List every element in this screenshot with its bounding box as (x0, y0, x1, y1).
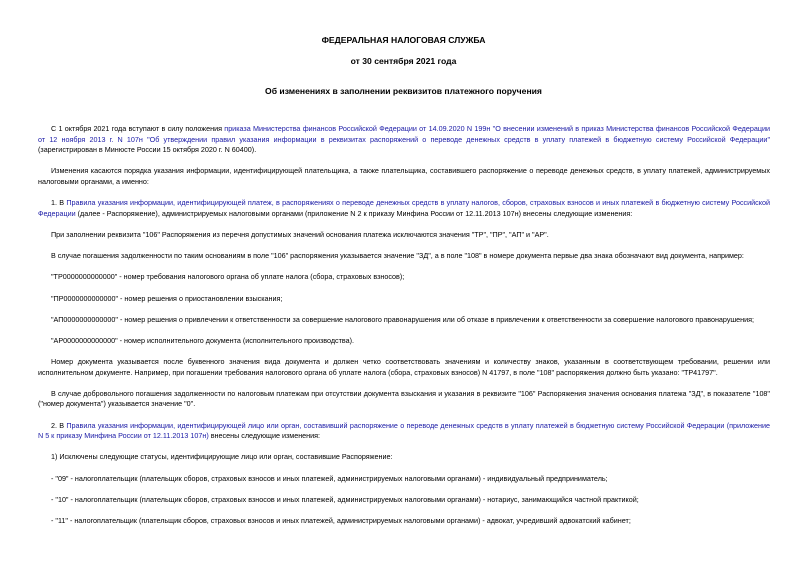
field106-paragraph: При заполнении реквизита "106" Распоряжения из перечня допустимых значений основания платежа исключаются значения "ТР", "ПР", "АП" и "АР". (51, 229, 549, 239)
order-199n-link[interactable]: приказа Министерства финансов Российской Федерации от 14.09.2020 N 199н "О внесении изменений в приказ Министерства финансов Российской Федерации от 12 ноября 2013 г. N 107н "Об утверждении правил указания информации в реквизитах распоряжений о переводе денежных средств в уплату платежей в бюджетную систему Российской Федерации" (38, 124, 770, 144)
status-09-item: - "09" - налогоплательщик (плательщик сборов, страховых взносов и иных платежей, администрируемых налоговыми органами) - индивидуальный предприниматель; (51, 473, 608, 483)
item1-number: 1. В (51, 198, 67, 208)
document-date: от 30 сентября 2021 года (350, 56, 457, 66)
status-11-item: - "11" - налогоплательщик (плательщик сборов, страховых взносов и иных платежей, администрируемых налоговыми органами) - адвокат, учредивший адвокатский кабинет; (51, 515, 631, 525)
agency-name: ФЕДЕРАЛЬНАЯ НАЛОГОВАЯ СЛУЖБА (321, 35, 486, 45)
voluntary-repayment-paragraph: В случае добровольного погашения задолженности по налоговым платежам при отсутствии документа взыскания и указания в реквизите "106" Распоряжения значения основания платежа "ЗД", в показателе "108" ("номер документа") указывается значение "0". (38, 388, 770, 409)
repayment-paragraph: В случае погашения задолженности по таким основаниям в поле "106" распоряжения указывается значение "ЗД", а в поле "108" в номере документа первые два знака обозначают вид документа, например: (51, 251, 744, 261)
rules-payer-info-link[interactable]: Правила указания информации, идентифицирующей лицо или орган, составивший распоряжение о переводе денежных средств в уплату платежей в бюджетную систему Российской Федерации (приложение N 5 к приказу Минфина России от 12.11.2013 107н) (38, 420, 770, 441)
intro-paragraph (38, 124, 770, 156)
rules-payment-info-link[interactable]: Правила указания информации, идентифицирующей платеж, в распоряжениях о переводе денежных средств в уплату налогов, сборов, страховых взносов и иных платежей в бюджетную систему Российской Федерации (38, 198, 770, 218)
item1-text-after: (далее - Распоряжение), администрируемых налоговыми органами (приложение N 2 к приказу Минфина России от 12.11.2013 107н) внесены следующие изменения: (75, 208, 633, 218)
document-title: Об изменениях в заполнении реквизитов платежного поручения (265, 86, 542, 96)
example-tr: "ТР0000000000000" - номер требования налогового органа об уплате налога (сбора, страховых взносов); (51, 272, 405, 282)
item2-number: 2. В (51, 420, 67, 430)
excluded-statuses-paragraph: 1) Исключены следующие статусы, идентифицирующие лицо или орган, составившие Распоряжение: (51, 452, 393, 462)
intro-text-before: С 1 октября 2021 года вступают в силу положения (51, 124, 225, 133)
example-ap: "АП0000000000000" - номер решения о привлечении к ответственности за совершение налогового правонарушения или об отказе в привлечении к ответственности за совершение налогового правонарушения; (51, 314, 755, 324)
item2-paragraph (38, 421, 770, 442)
document-body (38, 124, 770, 537)
status-10-item: - "10" - налогоплательщик (плательщик сборов, страховых взносов и иных платежей, администрируемых налоговыми органами) - нотариус, занимающийся частной практикой; (51, 494, 639, 504)
document-number-paragraph: Номер документа указывается после буквенного значения вида документа и должен четко соответствовать значениям и количеству знаков, указанным в соответствующем требовании, решении или исполнительном документе. Например, при погашении требования налогового органа об уплате налога (сбора, страховых взносов) N 41797, в поле "108" распоряжения должно быть указано: "ТР41797". (38, 357, 770, 377)
example-ar: "АР0000000000000" - номер исполнительного документа (исполнительного производства). (51, 335, 355, 345)
example-pr: "ПР0000000000000" - номер решения о приостановлении взыскания; (51, 293, 283, 303)
item1-paragraph (38, 198, 770, 219)
intro-text-after: (зарегистрирован в Минюсте России 15 октября 2020 г. N 60400). (38, 145, 257, 155)
changes-note-paragraph: Изменения касаются порядка указания информации, идентифицирующей плательщика, а также плательщика, составившего распоряжение о переводе денежных средств, в уплату платежей, администрируемых налоговыми органами, а именно: (38, 166, 770, 186)
item2-text-after: внесены следующие изменения: (208, 431, 321, 441)
